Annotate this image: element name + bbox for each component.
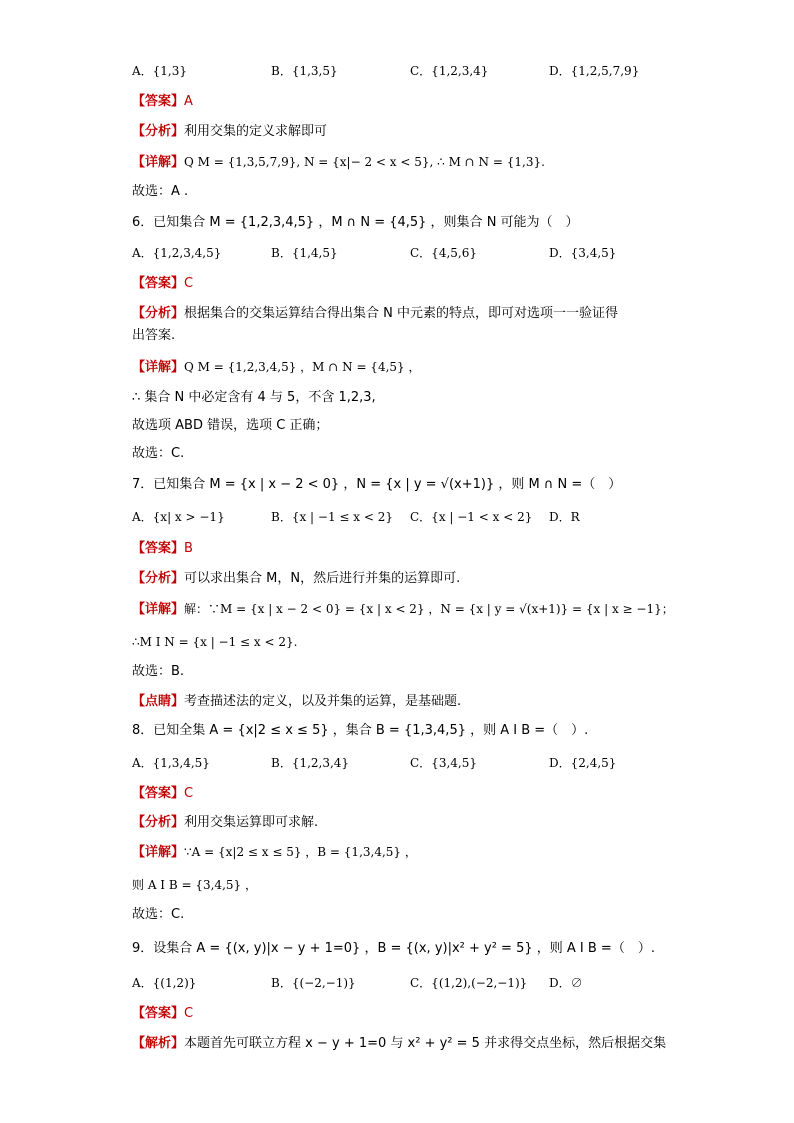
q6-analysis	[132, 305, 618, 323]
q8-option-c: C．{3,4,5}	[410, 756, 477, 770]
comment-label: 【点睛】	[132, 694, 185, 709]
answer-value: C	[184, 1006, 194, 1021]
q9-option-d: D．∅	[549, 976, 583, 990]
answer-label: 【答案】	[132, 1006, 185, 1021]
analysis-text: 利用交集的定义求解即可	[184, 124, 328, 139]
q5-answer	[132, 93, 193, 111]
answer-value: B	[184, 541, 193, 556]
detail-text: Q M = {1,3,5,7,9}, N = {x|− 2 < x < 5}, ∴ M ∩ N = {1,3}.	[184, 155, 545, 169]
q6-choice: 故选：C.	[132, 446, 185, 461]
q6-detail-line2: ∴ 集合 N 中必定含有 4 与 5，不含 1,2,3,	[132, 390, 376, 405]
q7-option-b: B．{x | −1 ≤ x < 2}	[271, 510, 393, 524]
q6-analysis-cont: 出答案.	[132, 328, 176, 343]
q9-option-b: B．{(−2,−1)}	[271, 976, 356, 990]
q9-stem: 9．设集合 A = {(x, y)|x − y + 1=0} ，B = {(x, y)|x² + y² = 5} ，则 A I B =（ ）.	[132, 941, 655, 956]
analysis-text: 根据集合的交集运算结合得出集合 N 中元素的特点，即可对选项一一验证得	[184, 306, 619, 321]
q9-option-c: C．{(1,2),(−2,−1)}	[410, 976, 528, 990]
q5-choice: 故选：A .	[132, 184, 189, 199]
q7-analysis	[132, 570, 460, 588]
q8-answer	[132, 785, 193, 803]
answer-label: 【答案】	[132, 786, 185, 801]
q8-choice: 故选：C.	[132, 907, 185, 922]
q5-option-d: D．{1,2,5,7,9}	[549, 64, 640, 78]
answer-value: A	[184, 94, 193, 109]
q8-stem: 8．已知全集 A = {x|2 ≤ x ≤ 5} ，集合 B = {1,3,4,5} ，则 A I B =（ ）.	[132, 723, 589, 738]
q6-option-d: D．{3,4,5}	[549, 246, 617, 260]
q7-detail	[132, 600, 674, 619]
q8-analysis	[132, 814, 318, 832]
detail-text: ∵A = {x|2 ≤ x ≤ 5} ，B = {1,3,4,5} ，	[184, 845, 417, 859]
detail-text: 解：∵M = {x | x − 2 < 0} = {x | x < 2} ，N = {x | y = √(x+1)} = {x | x ≥ −1}；	[184, 602, 674, 616]
detail-label: 【详解】	[132, 602, 185, 617]
answer-label: 【答案】	[132, 276, 185, 291]
answer-value: C	[184, 786, 194, 801]
q9-answer	[132, 1005, 193, 1023]
q7-choice: 故选：B.	[132, 664, 185, 679]
q6-option-c: C．{4,5,6}	[410, 246, 477, 260]
answer-label: 【答案】	[132, 94, 185, 109]
solution-text: 本题首先可联立方程 x − y + 1=0 与 x² + y² = 5 并求得交点坐标，然后根据交集	[184, 1036, 667, 1051]
analysis-label: 【分析】	[132, 306, 185, 321]
q7-comment	[132, 693, 461, 711]
detail-text: Q M = {1,2,3,4,5} ，M ∩ N = {4,5} ，	[184, 360, 421, 374]
analysis-label: 【分析】	[132, 124, 185, 139]
analysis-label: 【分析】	[132, 815, 185, 830]
q7-stem: 7．已知集合 M = {x | x − 2 < 0} ，N = {x | y = √(x+1)} ，则 M ∩ N =（ ）	[132, 477, 622, 492]
q8-option-a: A．{1,3,4,5}	[132, 756, 210, 770]
analysis-text: 利用交集运算即可求解.	[184, 815, 319, 830]
detail-label: 【详解】	[132, 845, 185, 860]
answer-label: 【答案】	[132, 541, 185, 556]
q8-option-d: D．{2,4,5}	[549, 756, 617, 770]
q7-option-c: C．{x | −1 < x < 2}	[410, 510, 533, 524]
q8-detail	[132, 843, 417, 862]
q8-detail-line2: 则 A I B = {3,4,5} ，	[132, 878, 257, 892]
comment-text: 考查描述法的定义，以及并集的运算，是基础题.	[184, 694, 462, 709]
q5-option-a: A．{1,3}	[132, 64, 188, 78]
q7-answer	[132, 540, 193, 558]
q5-detail	[132, 153, 545, 172]
q5-analysis	[132, 123, 327, 141]
detail-label: 【详解】	[132, 360, 185, 375]
answer-value: C	[184, 276, 194, 291]
analysis-label: 【分析】	[132, 571, 185, 586]
q6-detail-line3: 故选项 ABD 错误，选项 C 正确；	[132, 418, 329, 433]
q6-answer	[132, 275, 193, 293]
q6-stem: 6．已知集合 M = {1,2,3,4,5} ，M ∩ N = {4,5} ，则集合 N 可能为（ ）	[132, 215, 579, 230]
q5-option-b: B．{1,3,5}	[271, 64, 338, 78]
q5-option-c: C．{1,2,3,4}	[410, 64, 489, 78]
q9-solution	[132, 1035, 666, 1053]
q8-option-b: B．{1,2,3,4}	[271, 756, 350, 770]
q7-option-a: A．{x| x > −1}	[132, 510, 225, 524]
analysis-text: 可以求出集合 M，N，然后进行并集的运算即可.	[184, 571, 461, 586]
q9-option-a: A．{(1,2)}	[132, 976, 197, 990]
detail-label: 【详解】	[132, 155, 185, 170]
q6-option-a: A．{1,2,3,4,5}	[132, 246, 222, 260]
q7-option-d: D．R	[549, 510, 580, 524]
solution-label: 【解析】	[132, 1036, 185, 1051]
q6-option-b: B．{1,4,5}	[271, 246, 338, 260]
q6-detail	[132, 358, 420, 377]
q7-detail-line2: ∴M I N = {x | −1 ≤ x < 2}.	[132, 635, 298, 649]
